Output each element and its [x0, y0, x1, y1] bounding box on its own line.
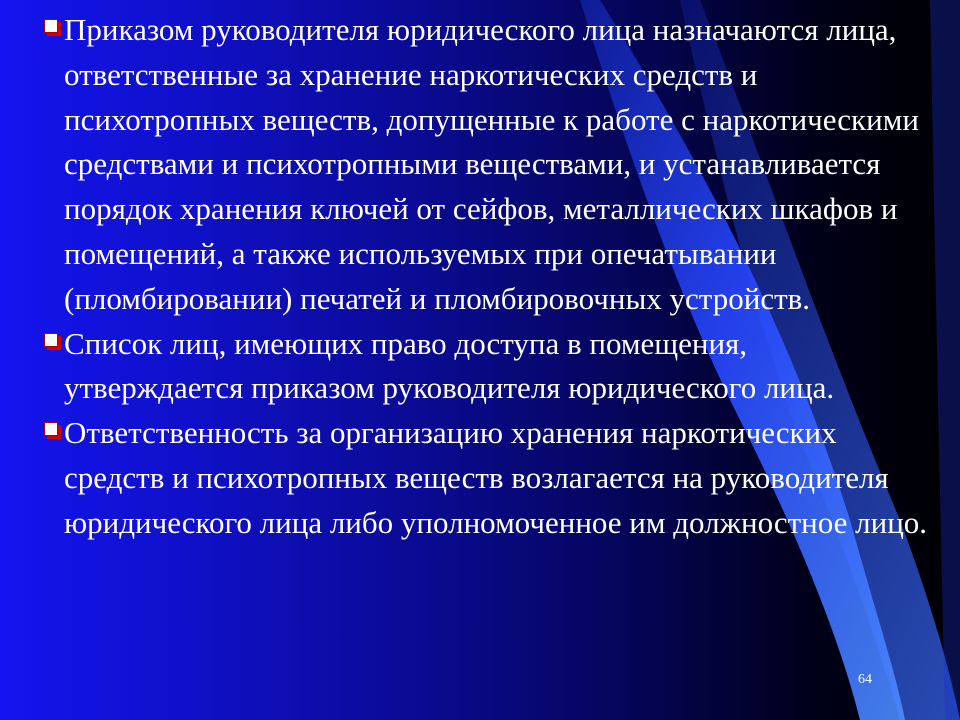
bullet-text-2: Список лиц, имеющих право доступа в помещения, утверждается приказом руководителя юридического лица.: [64, 325, 835, 406]
checkbox-square-icon: [44, 19, 58, 33]
bullet-item-2: [40, 322, 930, 412]
checkbox-square-icon: [44, 333, 58, 347]
bullet-text-3: Ответственность за организацию хранения наркотических средств и психотропных веществ возлагается на руководителя юридического лица либо уполномоченное им должностное лицо.: [64, 415, 928, 540]
page-number: 64: [858, 672, 872, 687]
slide-content: [40, 8, 930, 546]
bullet-text-1: Приказом руководителя юридического лица назначаются лица, ответственные за хранение наркотических средств и психотропных веществ, допущенные к работе с наркотическими средствами и психотропными веществами, и устанавливается порядок хранения ключей от сейфов, металлических шкафов и помещений, а также используемых при опечатывании (пломбировании) печатей и пломбировочных устройств.: [64, 12, 919, 316]
bullet-item-3: [40, 411, 930, 545]
bullet-item-1: [40, 8, 930, 322]
checkbox-square-icon: [44, 422, 58, 436]
wave-band-right-edge: [930, 0, 960, 720]
